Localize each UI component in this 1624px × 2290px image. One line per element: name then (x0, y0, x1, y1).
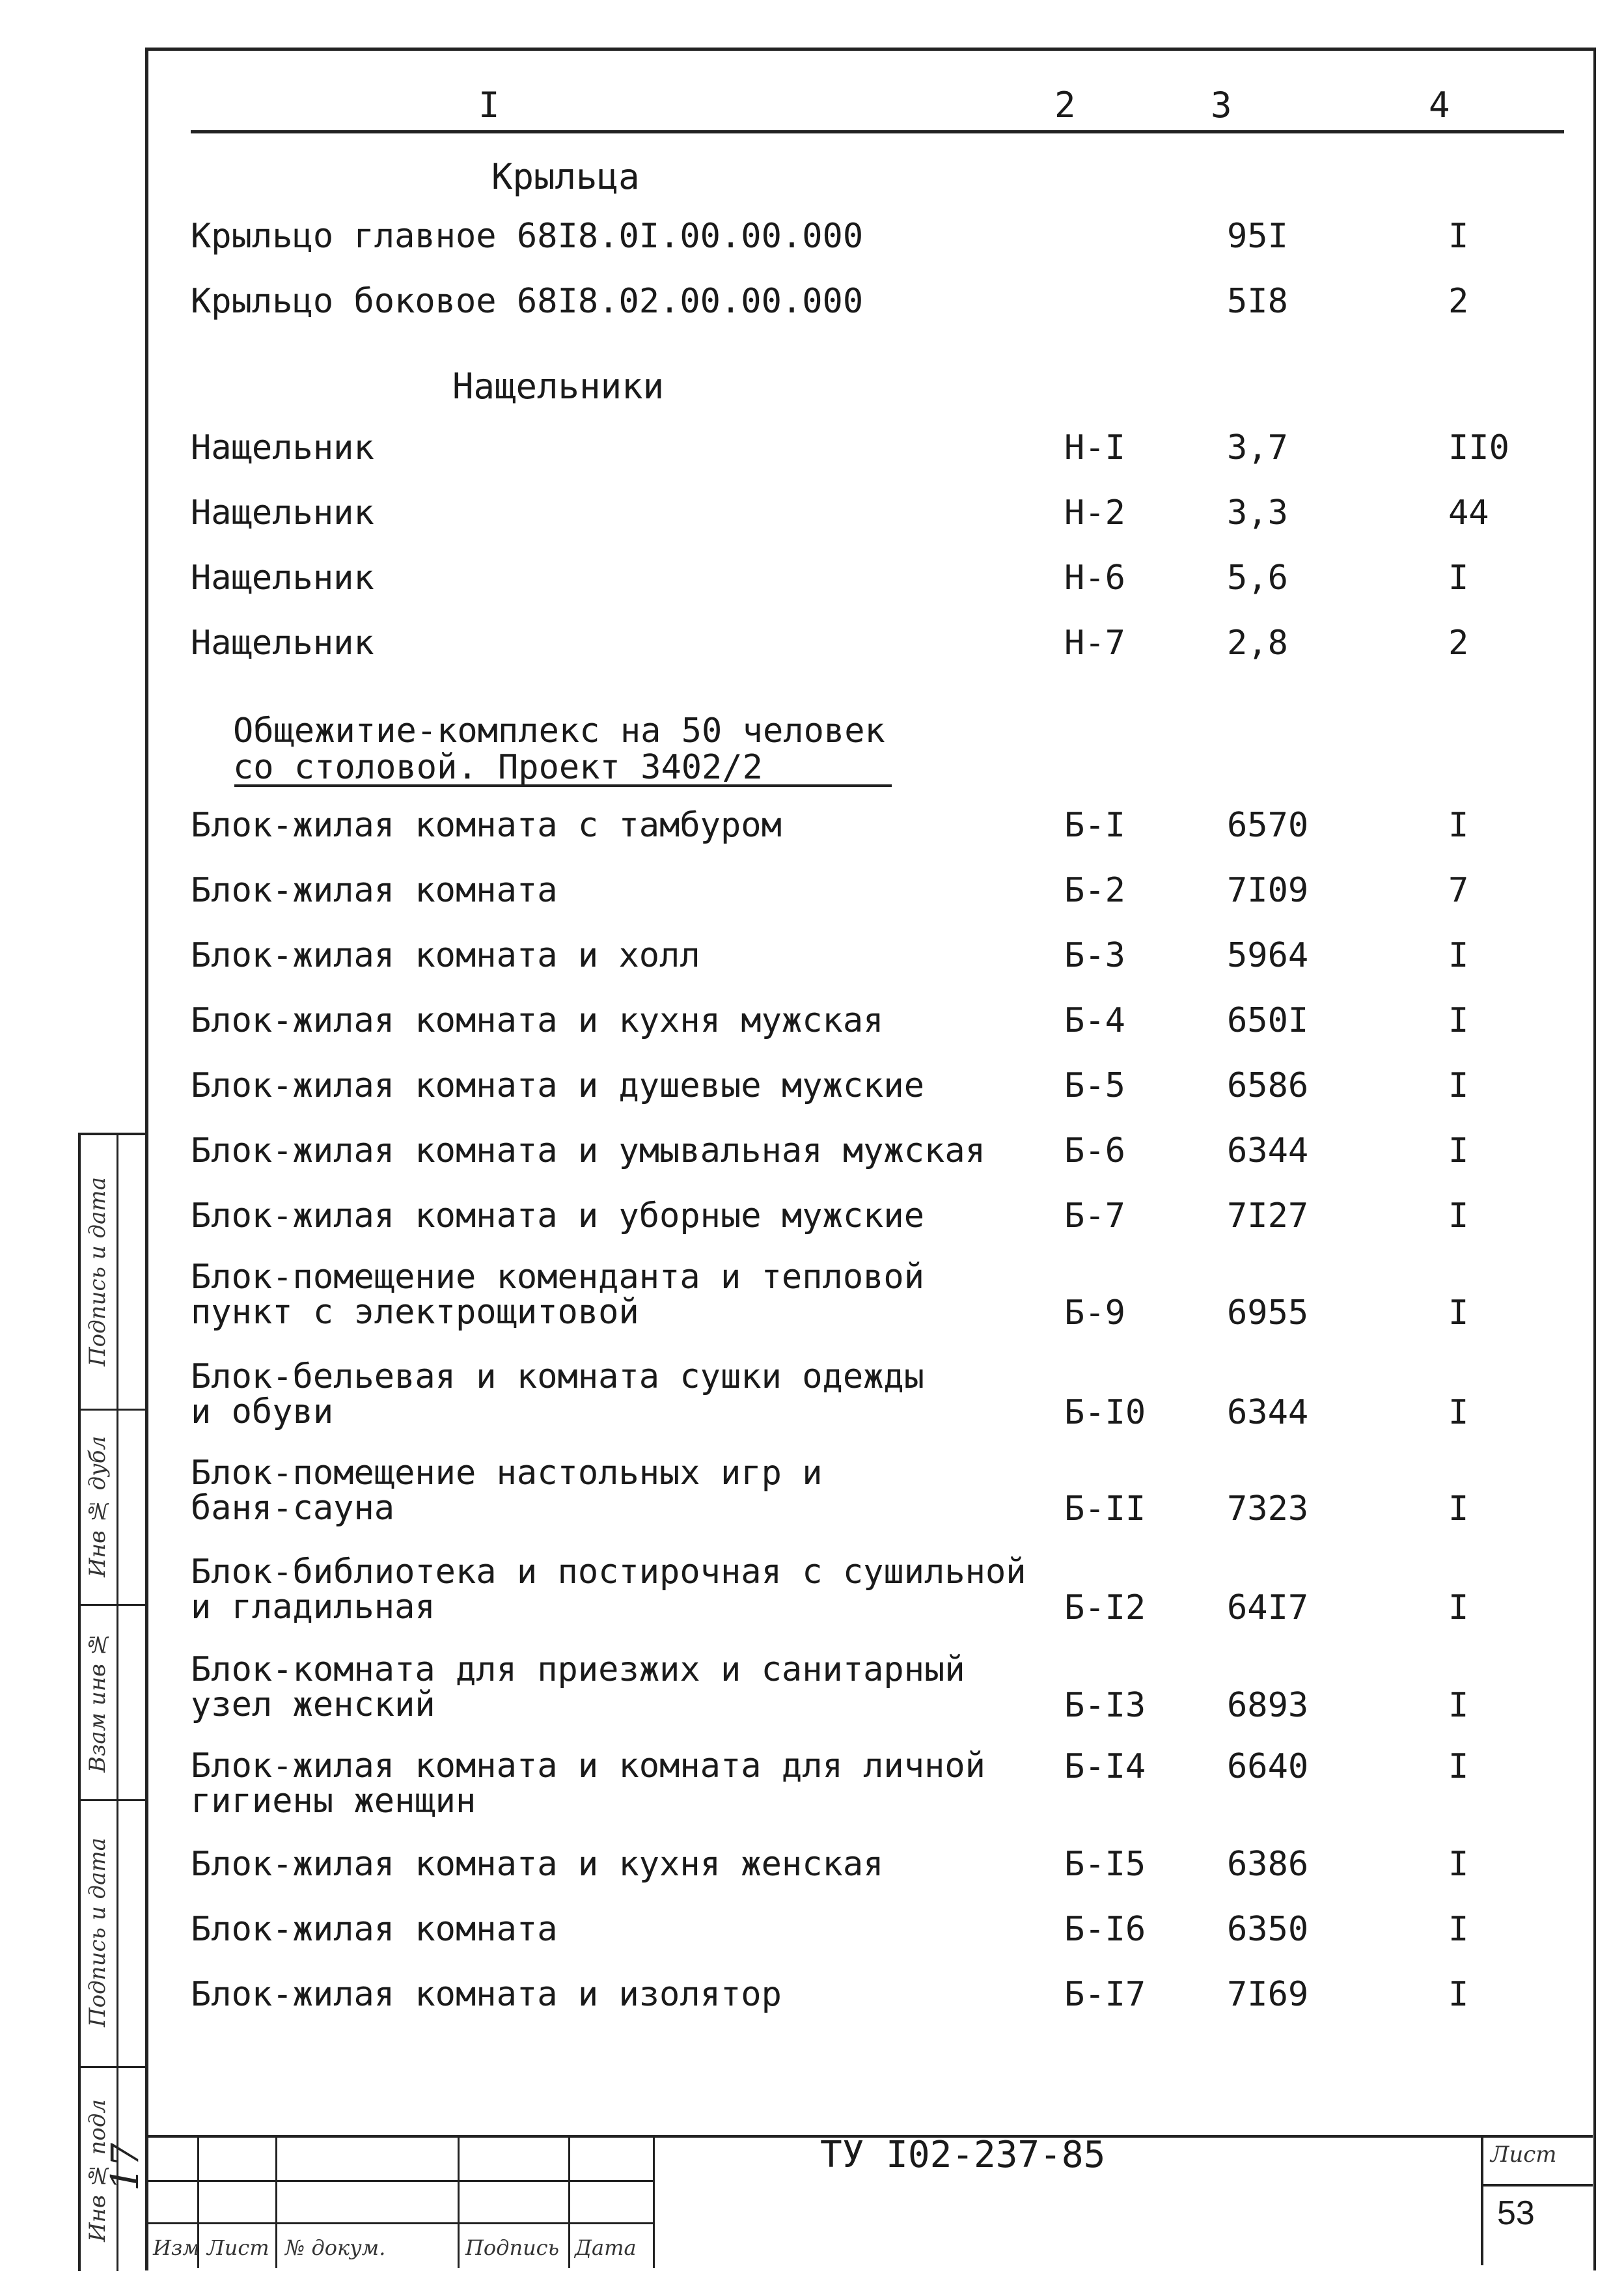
section-title-battens: Нащельники (452, 366, 665, 407)
sheet-number: 53 (1497, 2194, 1535, 2232)
section-title-underline (234, 784, 892, 787)
table-row: Блок-жилая комната и кухня мужская Б-4 650I I (191, 1001, 1469, 1040)
inventory-number-handwritten: 17 (102, 2143, 147, 2191)
table-row: Блок-жилая комната и душевые мужские Б-5 6586 I (191, 1066, 1469, 1105)
stamp-label-sign: Подпись (465, 2235, 560, 2260)
table-row: Блок-жилая комната с тамбуром Б-I 6570 I (191, 806, 1469, 845)
stamp-label-izm: Изм (153, 2235, 200, 2260)
side-label-replace-inv: Взам инв № (85, 1631, 111, 1773)
sheet-label: Лист (1491, 2142, 1557, 2168)
column-header-2: 2 (1054, 85, 1076, 126)
column-header-3: 3 (1211, 85, 1232, 126)
table-row: Блок-жилая комната и кухня женская Б-I5 6386 I (191, 1845, 1469, 1884)
table-row: Блок-жилая комната Б-I6 6350 I (191, 1910, 1469, 1949)
header-rule (191, 130, 1564, 133)
table-row: Нащельник Н-I 3,7 II0 (191, 428, 1509, 467)
table-row: Блок-жилая комната Б-2 7I09 7 (191, 871, 1469, 910)
side-strip (78, 1133, 146, 2271)
side-label-sign-date: Подпись и дата (85, 1177, 111, 1367)
table-row: Блок-комната для приезжих и санитарный узел женский Б-I3 6893 I (191, 1650, 1469, 1725)
side-label-inv-orig: Инв № подл (85, 2099, 111, 2242)
table-row: Блок-жилая комната и комната для личной гигиены женщин Б-I4 6640 I (191, 1746, 1469, 1821)
table-row: Нащельник Н-6 5,6 I (191, 559, 1469, 598)
stamp-label-date: Дата (575, 2235, 637, 2260)
table-row: Блок-жилая комната и уборные мужские Б-7 7I27 I (191, 1196, 1469, 1235)
table-row: Блок-помещение коменданта и тепловой пункт с электрощитовой Б-9 6955 I (191, 1258, 1469, 1332)
section-title-porches: Крыльца (491, 156, 640, 197)
table-row: Блок-бельевая и комната сушки одежды и обуви Б-I0 6344 I (191, 1357, 1469, 1432)
column-header-1: I (478, 85, 500, 126)
table-row: Блок-библиотека и постирочная с сушильной и гладильная Б-I2 64I7 I (191, 1552, 1469, 1627)
table-row: Крыльцо главное 68I8.0I.00.00.000 95I I (191, 217, 1469, 256)
column-header-4: 4 (1429, 85, 1450, 126)
stamp-label-doc: № докум. (285, 2235, 386, 2260)
side-label-inv-dup: Инв № дубл (85, 1435, 111, 1577)
document-code: ТУ I02-237-85 (820, 2134, 1106, 2176)
stamp-label-list: Лист (207, 2235, 269, 2260)
section-title-dormitory: Общежитие-комплекс на 50 человек со столовой. Проект 3402/2 (233, 711, 885, 787)
table-row: Блок-помещение настольных игр и баня-сауна Б-II 7323 I (191, 1454, 1469, 1528)
side-label-sign-date-2: Подпись и дата (85, 1838, 111, 2028)
table-row: Крыльцо боковое 68I8.02.00.00.000 5I8 2 (191, 282, 1469, 321)
table-row: Нащельник Н-7 2,8 2 (191, 624, 1469, 663)
table-row: Блок-жилая комната и изолятор Б-I7 7I69 I (191, 1975, 1469, 2014)
table-row: Блок-жилая комната и холл Б-3 5964 I (191, 936, 1469, 975)
table-row: Нащельник Н-2 3,3 44 (191, 493, 1489, 532)
table-row: Блок-жилая комната и умывальная мужская Б-6 6344 I (191, 1131, 1469, 1170)
